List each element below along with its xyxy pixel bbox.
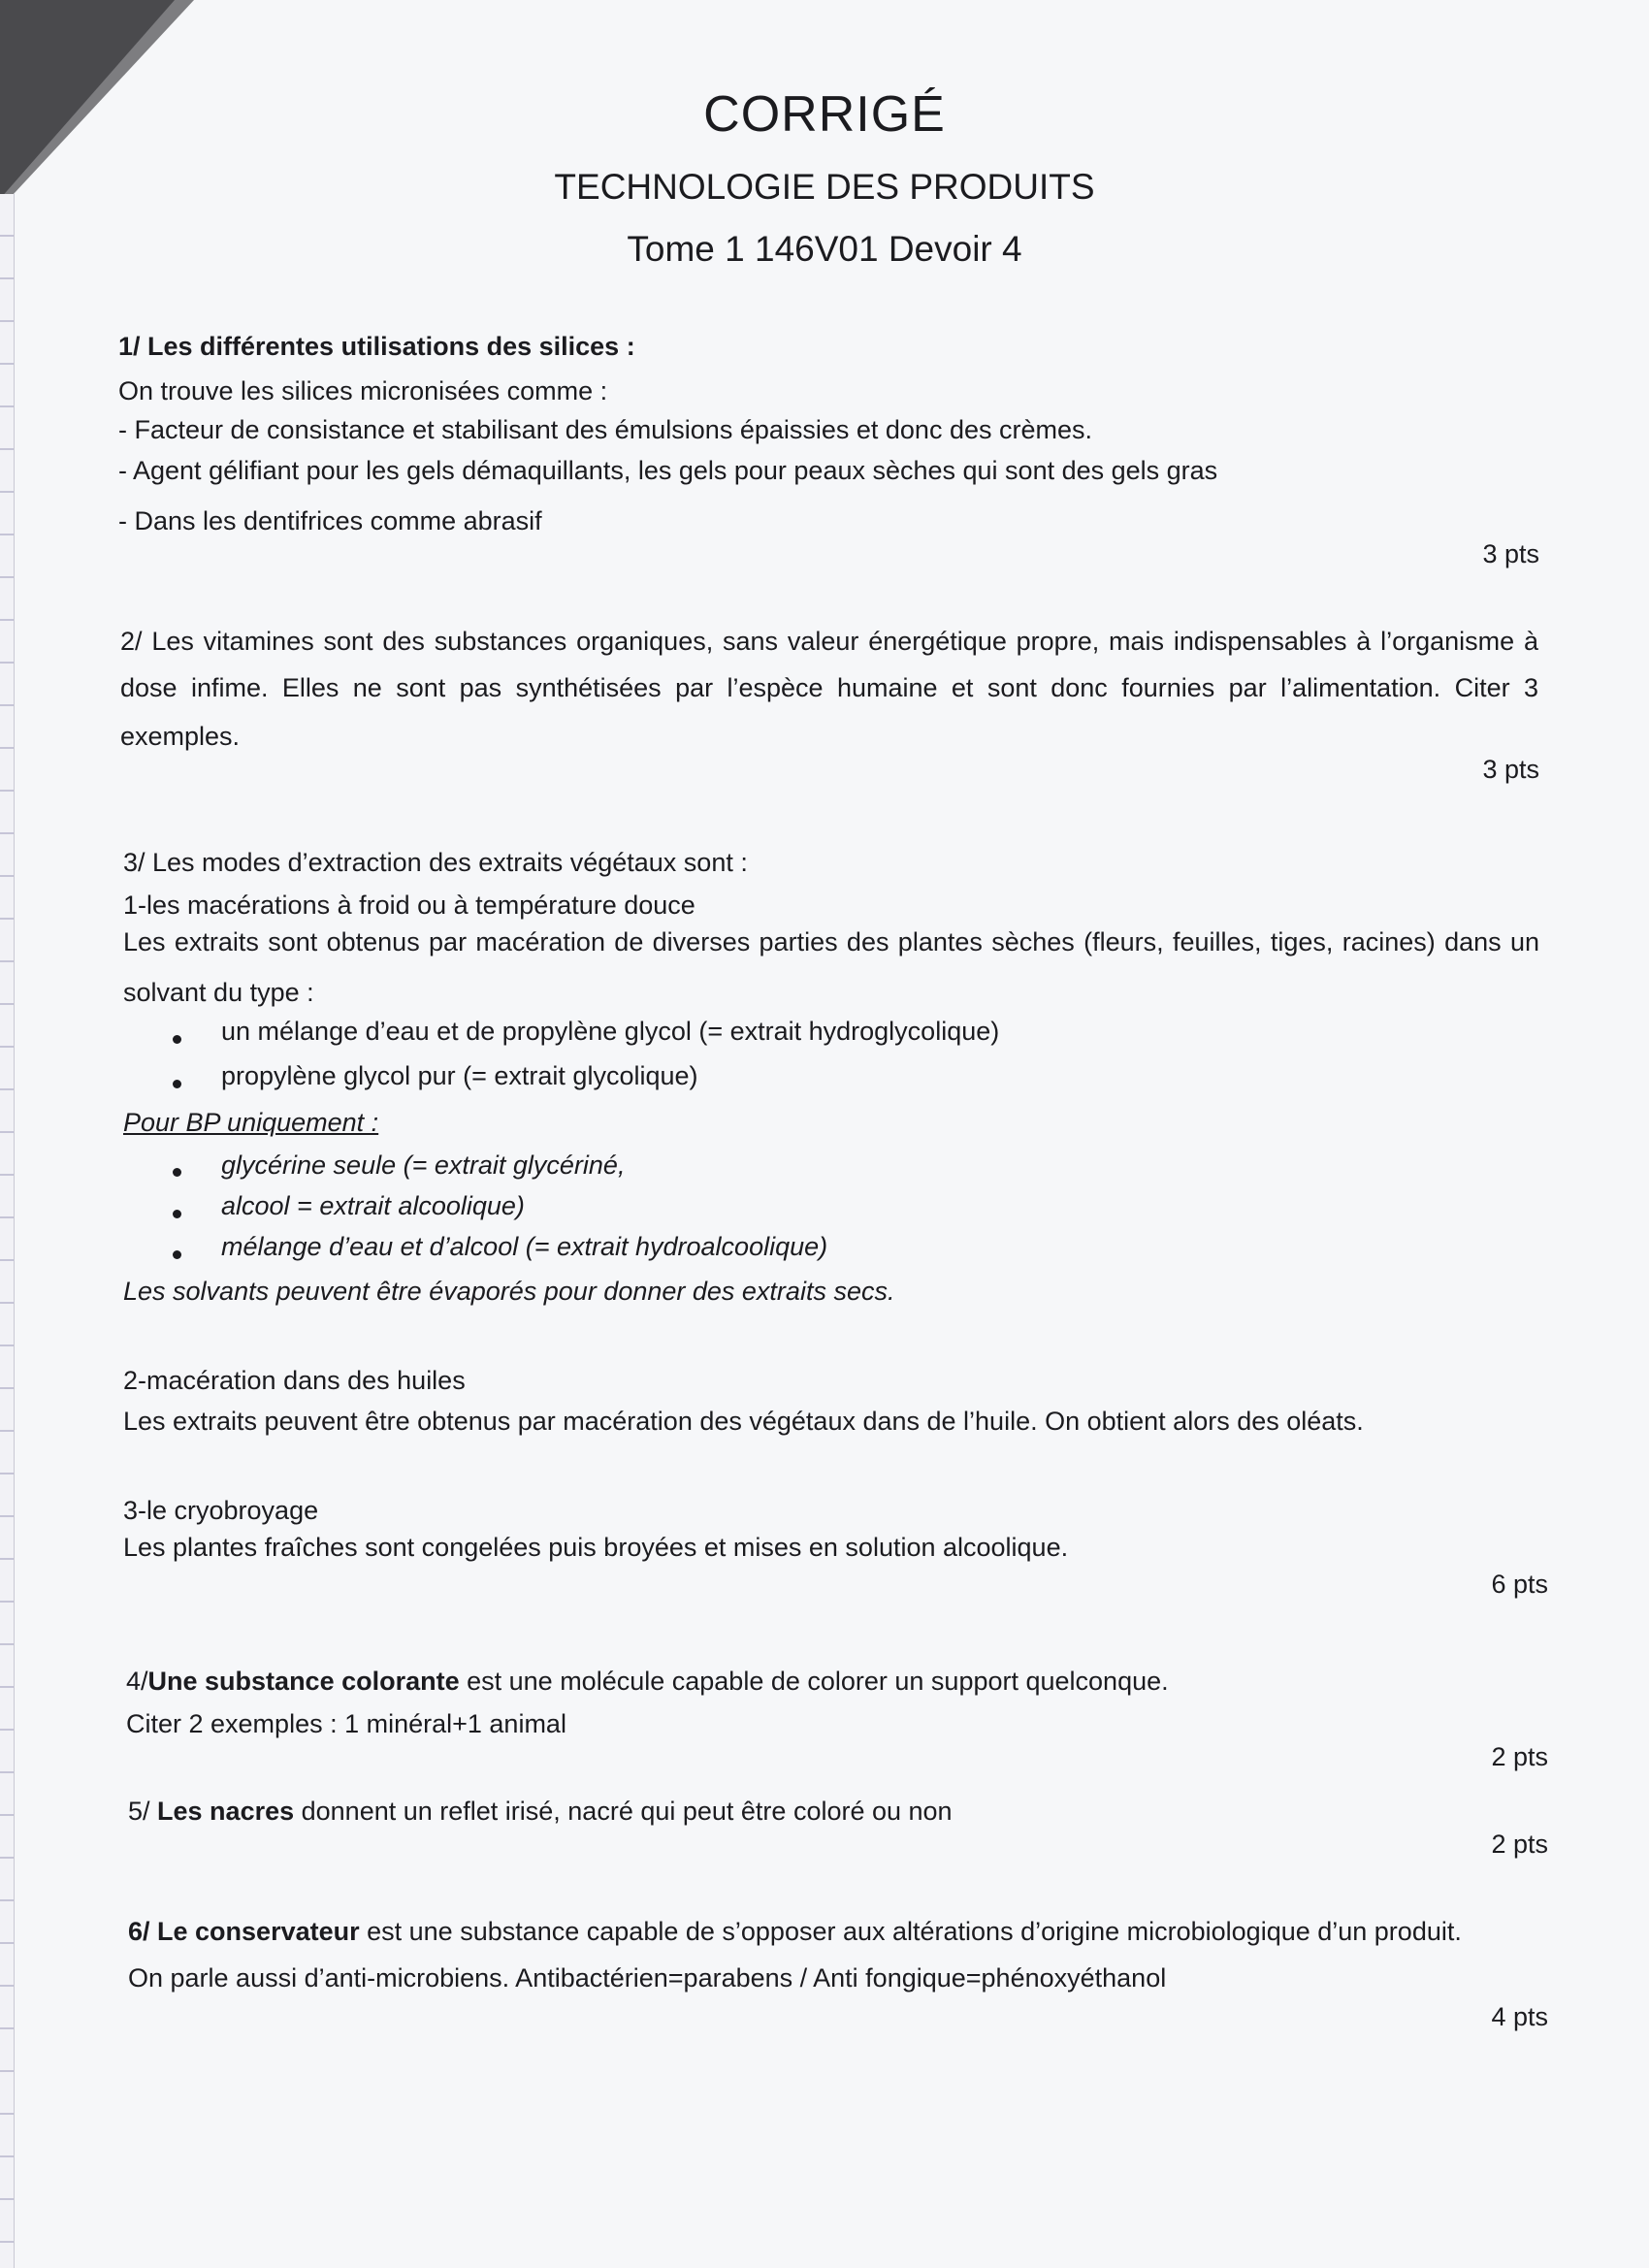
q1-item-2: - Agent gélifiant pour les gels démaquillants, les gels pour peaux sèches qui sont des gels gras — [118, 456, 1218, 485]
q3-bp-label: Pour BP uniquement : — [123, 1108, 379, 1137]
q5-definition: donnent un reflet irisé, nacré qui peut être coloré ou non — [294, 1797, 953, 1826]
document-title: CORRIGÉ — [703, 86, 946, 143]
q6-definition: est une substance capable de s’opposer aux altérations d’origine microbiologique d’un produit. — [359, 1917, 1462, 1946]
q4-line-2: Citer 2 exemples : 1 minéral+1 animal — [126, 1709, 566, 1738]
q5-line — [128, 1797, 953, 1827]
q3-bp-bullet-1: glycérine seule (= extrait glycériné, — [221, 1150, 626, 1180]
bullet-dot — [173, 1035, 181, 1044]
q1-item-1: - Facteur de consistance et stabilisant des émulsions épaissies et donc des crèmes. — [118, 415, 1092, 444]
q4-prefix: 4/ — [126, 1667, 148, 1696]
q3-method-3-title: 3-le cryobroyage — [123, 1496, 319, 1525]
q6-points: 4 pts — [1491, 2002, 1548, 2031]
q5-prefix: 5/ — [128, 1797, 158, 1826]
q2-line-3: exemples. — [120, 722, 241, 751]
bullet-dot — [173, 1250, 181, 1259]
q1-points: 3 pts — [1482, 539, 1539, 568]
document-reference: Tome 1 146V01 Devoir 4 — [627, 229, 1022, 269]
bullet-dot — [173, 1210, 181, 1218]
q3-bullet-1: un mélange d’eau et de propylène glycol (= extrait hydroglycolique) — [221, 1017, 1000, 1046]
q6-line-1 — [128, 1917, 1462, 1947]
q1-intro: On trouve les silices micronisées comme : — [118, 376, 608, 405]
q3-bp-bullet-2: alcool = extrait alcoolique) — [221, 1191, 525, 1220]
q4-definition: est une molécule capable de colorer un support quelconque. — [459, 1667, 1169, 1696]
q5-points: 2 pts — [1491, 1830, 1548, 1859]
bullet-dot — [173, 1168, 181, 1177]
q3-method-1-text-1: Les extraits sont obtenus par macération de diverses parties des plantes sèches (fleurs, feuilles, tiges, racines) dans un — [123, 927, 1539, 956]
q3-method-2-text: Les extraits peuvent être obtenus par macération des végétaux dans de l’huile. On obtient alors des oléats. — [123, 1407, 1364, 1436]
q1-item-3: - Dans les dentifrices comme abrasif — [118, 506, 542, 535]
document-subtitle: TECHNOLOGIE DES PRODUITS — [554, 167, 1095, 207]
q3-intro: 3/ Les modes d’extraction des extraits végétaux sont : — [123, 848, 748, 877]
q3-method-1-title: 1-les macérations à froid ou à température douce — [123, 891, 695, 920]
q4-term: Une substance colorante — [147, 1667, 460, 1696]
ruled-paper-edge — [0, 194, 15, 2268]
q2-line-1: 2/ Les vitamines sont des substances organiques, sans valeur énergétique propre, mais indispensables à l’organisme à — [120, 627, 1538, 656]
q4-points: 2 pts — [1491, 1742, 1548, 1771]
q4-line-1 — [126, 1667, 1169, 1697]
q3-method-3-text: Les plantes fraîches sont congelées puis broyées et mises en solution alcoolique. — [123, 1533, 1069, 1562]
q3-method-1-text-2: solvant du type : — [123, 978, 314, 1007]
q3-method-2-title: 2-macération dans des huiles — [123, 1366, 466, 1395]
q6-line-2: On parle aussi d’anti-microbiens. Antibactérien=parabens / Anti fongique=phénoxyéthanol — [128, 1963, 1167, 1993]
q6-term: 6/ Le conservateur — [128, 1917, 360, 1946]
q3-points: 6 pts — [1491, 1570, 1548, 1599]
q1-heading: 1/ Les différentes utilisations des silices : — [118, 332, 635, 361]
bullet-dot — [173, 1080, 181, 1088]
q3-bp-note: Les solvants peuvent être évaporés pour donner des extraits secs. — [123, 1277, 895, 1306]
q3-bp-bullet-3: mélange d’eau et d’alcool (= extrait hydroalcoolique) — [221, 1232, 828, 1261]
q2-line-2: dose infime. Elles ne sont pas synthétisées par l’espèce humaine et sont donc fournies par l’alimentation. Citer 3 — [120, 673, 1538, 702]
q3-bullet-2: propylène glycol pur (= extrait glycolique) — [221, 1061, 698, 1090]
q5-term: Les nacres — [157, 1797, 295, 1826]
q2-points: 3 pts — [1482, 755, 1539, 784]
